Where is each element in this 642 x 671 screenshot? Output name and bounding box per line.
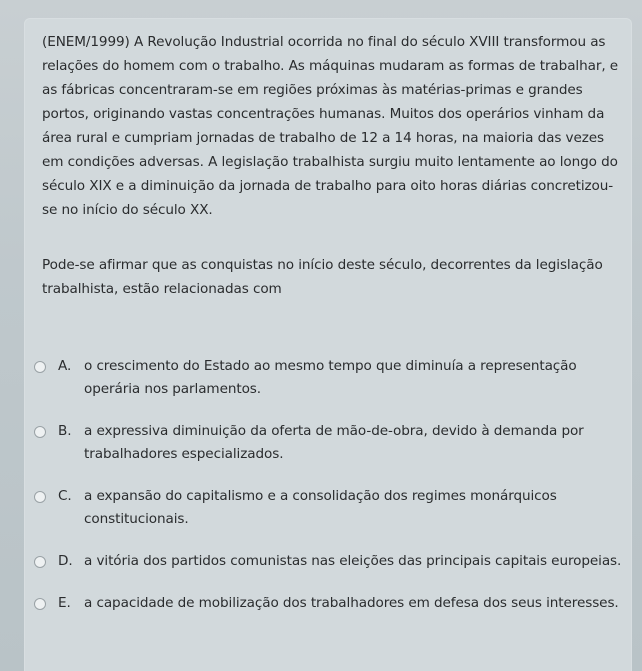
radio-icon[interactable]	[34, 491, 46, 503]
option-e[interactable]	[30, 592, 630, 615]
option-letter: D.	[58, 553, 73, 569]
radio-icon[interactable]	[34, 426, 46, 438]
option-text: a vitória dos partidos comunistas nas eleições das principais capitais europeias.	[84, 553, 622, 569]
question-text	[42, 30, 622, 222]
option-letter: B.	[58, 423, 72, 439]
question-stem	[42, 253, 622, 301]
option-a[interactable]	[30, 355, 630, 401]
option-d[interactable]	[30, 550, 630, 573]
option-c[interactable]	[30, 485, 630, 531]
option-text: a expressiva diminuição da oferta de mão-de-obra, devido à demanda por trabalhadores especializados.	[84, 423, 584, 462]
option-letter: C.	[58, 488, 72, 504]
option-b[interactable]	[30, 420, 630, 466]
option-text: o crescimento do Estado ao mesmo tempo que diminuía a representação operária nos parlamentos.	[84, 358, 577, 397]
option-letter: A.	[58, 358, 72, 374]
question-stem-text: Pode-se afirmar que as conquistas no início deste século, decorrentes da legislação trabalhista, estão relacionadas com	[42, 257, 603, 297]
option-letter: E.	[58, 595, 71, 611]
radio-icon[interactable]	[34, 361, 46, 373]
question-body: (ENEM/1999) A Revolução Industrial ocorrida no final do século XVIII transformou as relações do homem com o trabalho. As máquinas mudaram as formas de trabalhar, e as fábricas concentraram-se em regiões próximas às matérias-primas e grandes portos, originando vastas concentrações humanas. Muitos dos operários vinham da área rural e cumpriam jornadas de trabalho de 12 a 14 horas, na maioria das vezes em condições adversas. A legislação trabalhista surgiu muito lentamente ao longo do século XIX e a diminuição da jornada de trabalho para oito horas diárias concretizou-se no início do século XX.	[42, 34, 619, 218]
answer-options	[30, 355, 630, 634]
radio-icon[interactable]	[34, 556, 46, 568]
option-text: a capacidade de mobilização dos trabalhadores em defesa dos seus interesses.	[84, 595, 619, 611]
radio-icon[interactable]	[34, 598, 46, 610]
option-text: a expansão do capitalismo e a consolidação dos regimes monárquicos constitucionais.	[84, 488, 557, 527]
